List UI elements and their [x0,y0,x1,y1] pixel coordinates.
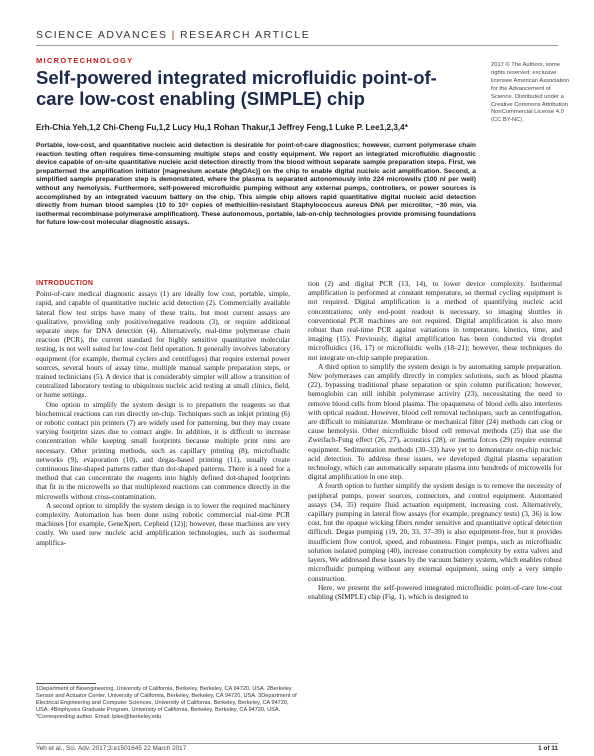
header-separator: | [171,29,176,41]
body-paragraph: One option to simplify the system design is to prepattern the reagents so that biochemical reactions can run directly on-chip. Techniques such as inkjet printing (6) or robotic contact pin printers (7) are widely used for patterning, but they may create varying footprint sizes due to contact angle. In addition, it is difficult to increase concentration while keeping small footprints because multiple print runs are necessary. Other printing methods, such as capillary printing (8), microfluidic networks (9), evaporation (10), and degas-based printing (11), usually create continuous line-shaped patterns rather than dot-shaped patterns. There is a need for a method that can concentrate the reagents into highly defined dot-shaped footprints that fit in the microwells so that multiplexed reactions can commence directly in the microwells without cross-contamination. [36,399,290,501]
body-paragraph: tion (2) and digital PCR (13, 14), to lower device complexity. Isothermal amplification is performed at constant temperature, so thermal cycling equipment is not required. Digital amplification is a method of quantifying nucleic acid concentrations; only end-point readout is necessary, so imaging shuttles in conventional PCR machines are not required. Digital amplification is also more robust than real-time PCR against variations in temperature, kinetics, time, and imaging (15). Previously, digital amplification has been conducted via droplet microfluidics (16, 17) or microfluidic wells (18–21); however, these techniques do not integrate on-chip sample preparation. [308,279,562,362]
body-paragraph: A fourth option to further simplify the system design is to remove the necessity of peripheral pumps, power sources, connectors, and control equipment. Automated assays (34, 35) require fluid actuation equipment, increasing cost. Alternatively, capillary pumping in lateral flow assays (for example, pregnancy tests) (3, 36) is low cost, but the opaque wicking fibers render sensitive and quantitative optical detection difficult. Degas pumping (19, 20, 33, 37–39) is also equipment-free, but it provides insufficient flow control, speed, and robustness. Finger pumps, such as microfluidic solution isolated pumping (40), increase construction complexity by extra valves and layers. We addressed these issues by the vacuum battery system, which enables robust microfluidic pumping without any external equipment, using only a very simple construction. [308,481,562,583]
article-title: Self-powered integrated microfluidic point-of-care low-cost enabling (SIMPLE) chip [36,67,437,109]
abstract: Portable, low-cost, and quantitative nucleic acid detection is desirable for point-of-care diagnostics; however, current polymerase chain reaction testing often requires time-consuming multiple steps and costly equipment. We report an integrated microfluidic diagnostic device capable of on-site quantitative nucleic acid detection directly from the blood without separate sample preparation steps. First, we prepatterned the amplification initiator [magnesium acetate (MgOAc)] on the chip to enable digital nucleic acid amplification. Second, a simplified sample preparation step is demonstrated, where the plasma is separated autonomously into 224 microwells (100 nl per well) without any hemolysis. Furthermore, self-powered microfluidic pumping without any external pumps, controllers, or power sources is accomplished by an integrated vacuum battery on the chip. This simple chip allows rapid quantitative digital nucleic acid detection directly from human blood samples (10 to 10⁵ copies of methicillin-resistant Staphylococcus aureus DNA per microliter, ~30 min, via isothermal recombinase polymerase amplification). These autonomous, portable, lab-on-chip technologies provide promising foundations for future low-cost molecular diagnostic assays. [36,142,476,227]
header-rule [36,45,558,46]
citation-footer: Yeh et al., Sci. Adv. 2017;3:e1501645 22 March 2017 [36,745,187,752]
body-paragraph: Here, we present the self-powered integrated microfluidic point-of-care low-cost enabling (SIMPLE) chip (Fig. 1), which is designed to [308,582,562,601]
footer-rule [36,743,558,744]
footnote-rule [36,683,96,684]
body-paragraph: Point-of-care medical diagnostic assays (1) are ideally low cost, portable, simple, rapid, and capable of quantitative nucleic acid detection (2). Commercially available lateral flow test strips have many of these traits, but most current assays are qualitative, providing only positive/negative readouts (3), or require additional separate steps for DNA detection (4). Alternatively, real-time polymerase chain reaction (PCR), the current standard for highly sensitive quantitative molecular testing, is not well suited for low-cost field operation. It generally involves laboratory equipment (for example, thermal cyclers and centrifuges) that require external power sources, several hours of assay time, multiple manual sample preparation steps, or trained technicians (5). A device that is considerably simpler will allow a transition of centralized laboratory testing to ubiquitous nucleic acid testing at small clinics, field, or home settings. [36,289,290,400]
section-heading-introduction: INTRODUCTION [36,280,94,287]
body-paragraph: A third option to simplify the system design is by automating sample preparation. New polymerases can amplify directly in complex solutions, such as blood plasma (22), bypassing traditional phase separation or spin column purification; however, hemoglobin can still inhibit polymerase activity (23), necessitating the need to remove blood cells from blood plasma. The opaqueness of blood cells also interferes with optical readout. However, blood cell removal techniques, such as centrifugation, are difficult to miniaturize. Membrane or mechanical filter (24) methods can clog or cause hemolysis. Other microfluidic blood cell removal methods (25) that use the Zweifach-Fung effect (26, 27), acoustics (28), or inertia forces (29) require external equipment. Sedimentation methods (30–33) have yet to demonstrate on-chip nucleic acid detection. To address these issues, we developed digital plasma separation technology, which can automatically separate plasma into hundreds of microwells for digital amplification in one step. [308,361,562,482]
body-paragraph: A second option to simplify the system design is to lower the required machinery complexity. Automation has been done using robotic commercial real-time PCR machines [for example, GeneXpert, Cepheid (12)]; however, these machines are very costly. We used new nucleic acid amplification technologies, such as isothermal amplifica- [36,500,290,547]
journal-name: SCIENCE ADVANCES [36,29,168,41]
section-tag: MICROTECHNOLOGY [36,56,134,65]
article-type: RESEARCH ARTICLE [179,29,311,41]
right-column [308,279,562,601]
page-number: 1 of 11 [538,745,558,752]
affiliations-footnote: 1Department of Bioengineering, University of California, Berkeley, Berkeley, CA 94720, USA. 2Berkeley Sensor and Actuator Center, University of California, Berkeley, Berkeley, CA 94720, USA. 3Department of Electrical Engineering and Computer Sciences, University of California, Berkeley, Berkeley, CA 94720, USA. 4Biophysics Graduate Program, University of California, Berkeley, Berkeley, CA 94720, USA. *Corresponding author. Email: lplee@berkeley.edu [36,686,297,720]
author-list: Erh-Chia Yeh,1,2 Chi-Cheng Fu,1,2 Lucy Hu,1 Rohan Thakur,1 Jeffrey Feng,1 Luke P. Lee1,2,3,4* [36,123,408,132]
left-column [36,279,290,547]
license-notice: 2017 © The Authors, some rights reserved; exclusive licensee American Association for the Advancement of Science. Distributed under a Creative Commons Attribution NonCommercial License 4.0 (CC BY-NC). [491,62,569,124]
journal-header [36,29,310,41]
